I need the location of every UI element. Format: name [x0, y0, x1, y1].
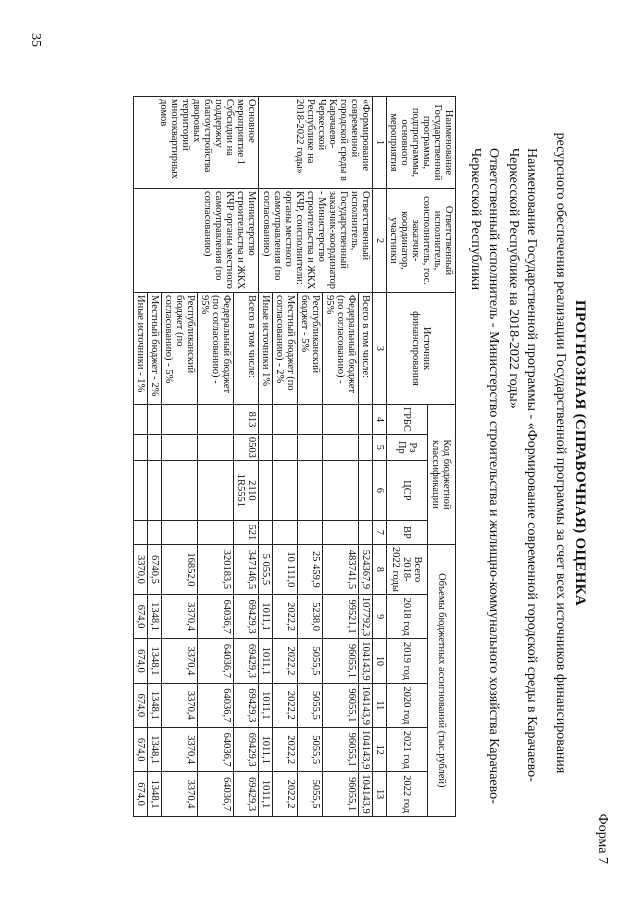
- rzpr-cell: [198, 434, 234, 460]
- source-cell: Федеральный бюджет (по согласованию) - 95%: [323, 293, 359, 405]
- value-cell: 674,0: [134, 728, 148, 772]
- program-name-cell: «Формирование современной городской среды в Карачаево-Черкесской Республике на 2018-2022 годы»: [259, 97, 373, 189]
- col-number: 12: [373, 728, 387, 772]
- header-2021: 2021 год: [387, 728, 428, 772]
- value-cell: 104143,9: [359, 772, 373, 816]
- source-cell: Иные источники - 1%: [134, 293, 148, 405]
- value-cell: 64036,7: [198, 728, 234, 772]
- grbs-cell: [273, 405, 298, 435]
- value-cell: 1011,1: [259, 639, 273, 683]
- vr-cell: 521: [234, 520, 259, 544]
- value-cell: 69429,3: [234, 683, 259, 727]
- value-cell: 3370,0: [134, 544, 148, 594]
- table-row: [359, 97, 373, 817]
- vr-cell: [198, 520, 234, 544]
- value-cell: 2022,2: [273, 728, 298, 772]
- column-number-row: [373, 97, 387, 817]
- value-cell: 96055,1: [323, 683, 359, 727]
- document-title: ПРОГНОЗНАЯ (СПРАВОЧНАЯ) ОЦЕНКА: [572, 300, 588, 606]
- rzpr-cell: [359, 434, 373, 460]
- vr-cell: [323, 520, 359, 544]
- value-cell: 1348,1: [148, 772, 162, 816]
- grbs-cell: [162, 405, 198, 435]
- value-cell: 64036,7: [198, 683, 234, 727]
- value-cell: 674,0: [134, 772, 148, 816]
- value-cell: 3370,4: [162, 728, 198, 772]
- value-cell: 2022,2: [273, 639, 298, 683]
- value-cell: 674,0: [134, 639, 148, 683]
- rzpr-cell: [323, 434, 359, 460]
- vr-cell: [259, 520, 273, 544]
- value-cell: 524367,9: [359, 544, 373, 594]
- header-source: Источник финансирования: [387, 293, 456, 405]
- executor-name: Ответственный исполнитель - Министерство строительства и жилищно-коммунального хозяйства Карачаево-Черкесской Республики: [468, 148, 501, 804]
- value-cell: 96055,1: [323, 772, 359, 816]
- rzpr-cell: [273, 434, 298, 460]
- source-cell: Республиканский бюджет (по согласованию) - 5%: [162, 293, 198, 405]
- form-label: Форма 7: [595, 813, 610, 864]
- header-2019: 2019 год: [387, 639, 428, 683]
- grbs-cell: [134, 405, 148, 435]
- value-cell: 3370,4: [162, 772, 198, 816]
- value-cell: 5055,5: [298, 683, 323, 727]
- value-cell: 1348,1: [148, 728, 162, 772]
- value-cell: 5055,5: [298, 639, 323, 683]
- value-cell: 1011,1: [259, 772, 273, 816]
- header-executor: Ответственный исполнитель, соисполнитель, гос. заказчик-координатор, участники: [387, 189, 456, 293]
- rzpr-cell: [298, 434, 323, 460]
- grbs-cell: [323, 405, 359, 435]
- csr-cell: [148, 460, 162, 520]
- grbs-cell: [259, 405, 273, 435]
- value-cell: 3370,4: [162, 683, 198, 727]
- executor-cell: Ответственный исполнитель, Государственный заказчик-координатор - Министерство строительства и ЖКХ КЧР, соисполнители: органы местного самоуправления (по согласованию): [259, 189, 373, 293]
- grbs-cell: [298, 405, 323, 435]
- header-total: Всего 2018-2022 годы: [387, 544, 428, 594]
- rzpr-cell: [148, 434, 162, 460]
- value-cell: 10 111,0: [273, 544, 298, 594]
- csr-cell: [323, 460, 359, 520]
- value-cell: 674,0: [134, 683, 148, 727]
- vr-cell: [298, 520, 323, 544]
- csr-cell: [134, 460, 148, 520]
- value-cell: 69429,3: [234, 728, 259, 772]
- csr-cell: [298, 460, 323, 520]
- csr-cell: [198, 460, 234, 520]
- executor-cell: Министерство строительства и ЖКХ КЧР органы местного самоуправления (по согласованию): [134, 189, 259, 293]
- value-cell: 5055,5: [298, 728, 323, 772]
- value-cell: 5055,5: [298, 772, 323, 816]
- col-number: 11: [373, 683, 387, 727]
- source-cell: Иные источники 1%: [259, 293, 273, 405]
- value-cell: 320183,5: [198, 544, 234, 594]
- col-number: 2: [373, 189, 387, 293]
- csr-cell: [259, 460, 273, 520]
- header-volume-group: Объемы бюджетных ассигнований (тыс.рублей): [427, 544, 455, 816]
- grbs-cell: [359, 405, 373, 435]
- vr-cell: [273, 520, 298, 544]
- rzpr-cell: [134, 434, 148, 460]
- col-number: 9: [373, 594, 387, 638]
- source-cell: Местный бюджет - 2%: [148, 293, 162, 405]
- vr-cell: [134, 520, 148, 544]
- value-cell: 69429,3: [234, 639, 259, 683]
- header-2022: 2022 год: [387, 772, 428, 816]
- value-cell: 1011,1: [259, 683, 273, 727]
- value-cell: 64036,7: [198, 639, 234, 683]
- col-number: 1: [373, 97, 387, 189]
- header-2020: 2020 год: [387, 683, 428, 727]
- csr-cell: [273, 460, 298, 520]
- rzpr-cell: 0503: [234, 434, 259, 460]
- program-name: Наименование Государственной программы - «Формирование современной городской среды в Карачаево-Черкесской Республике на 2018-2022 годы»: [506, 148, 539, 782]
- value-cell: 1348,1: [148, 639, 162, 683]
- value-cell: 69429,3: [234, 594, 259, 638]
- vr-cell: [148, 520, 162, 544]
- rzpr-cell: [259, 434, 273, 460]
- value-cell: 64036,7: [198, 594, 234, 638]
- value-cell: 16852,0: [162, 544, 198, 594]
- col-number: 6: [373, 460, 387, 520]
- header-2018: 2018 год: [387, 594, 428, 638]
- value-cell: 25 459,9: [298, 544, 323, 594]
- csr-cell: [162, 460, 198, 520]
- value-cell: 104143,9: [359, 683, 373, 727]
- value-cell: 2022,2: [273, 683, 298, 727]
- csr-cell: 2110 1R5551: [234, 460, 259, 520]
- value-cell: 1011,1: [259, 594, 273, 638]
- value-cell: 2022,2: [273, 594, 298, 638]
- value-cell: 104143,9: [359, 639, 373, 683]
- col-number: 4: [373, 405, 387, 435]
- value-cell: 347146,5: [234, 544, 259, 594]
- source-cell: Всего в том числе:: [234, 293, 259, 405]
- value-cell: 69429,3: [234, 772, 259, 816]
- value-cell: 107792,3: [359, 594, 373, 638]
- csr-cell: [359, 460, 373, 520]
- header-code-group: Код бюджетной классификации: [427, 405, 455, 545]
- grbs-cell: 813: [234, 405, 259, 435]
- table-row: [234, 97, 259, 817]
- value-cell: 483741,5: [323, 544, 359, 594]
- value-cell: 6740,5: [148, 544, 162, 594]
- value-cell: 64036,7: [198, 772, 234, 816]
- header-rzpr: Рз Пр: [387, 434, 428, 460]
- value-cell: 2022,2: [273, 772, 298, 816]
- value-cell: 96055,1: [323, 728, 359, 772]
- grbs-cell: [198, 405, 234, 435]
- vr-cell: [359, 520, 373, 544]
- page-number: 35: [28, 33, 43, 47]
- document-subtitle: ресурсного обеспечения реализации Государственной программы за счет всех источников финансирования: [553, 132, 568, 774]
- value-cell: 96055,1: [323, 639, 359, 683]
- value-cell: 3370,4: [162, 594, 198, 638]
- vr-cell: [162, 520, 198, 544]
- col-number: 10: [373, 639, 387, 683]
- grbs-cell: [148, 405, 162, 435]
- source-cell: Республиканский бюджет - 5%: [298, 293, 323, 405]
- value-cell: 1348,1: [148, 683, 162, 727]
- value-cell: 99521,1: [323, 594, 359, 638]
- col-number: 8: [373, 544, 387, 594]
- col-number: 3: [373, 293, 387, 405]
- budget-table: [133, 96, 456, 817]
- rotated-page: [24, 18, 624, 888]
- col-number: 5: [373, 434, 387, 460]
- value-cell: 674,0: [134, 594, 148, 638]
- program-name-cell: Основное мероприятие 1 Субсидии на поддержку благоустройства дворовых территорий многоквартирных домов: [134, 97, 259, 189]
- col-number: 13: [373, 772, 387, 816]
- value-cell: 1011,1: [259, 728, 273, 772]
- value-cell: 5 055,5: [259, 544, 273, 594]
- header-grbs: ГРБС: [387, 405, 428, 435]
- col-number: 7: [373, 520, 387, 544]
- value-cell: 1348,1: [148, 594, 162, 638]
- value-cell: 104143,9: [359, 728, 373, 772]
- source-cell: Всего в том числе:: [359, 293, 373, 405]
- header-vr: ВР: [387, 520, 428, 544]
- header-csr: ЦСР: [387, 460, 428, 520]
- header-name: Наименование Государственной программы, подпрограммы, основного мероприятия: [387, 97, 456, 189]
- source-cell: Федеральный бюджет (по согласованию) - 95%: [198, 293, 234, 405]
- value-cell: 3370,4: [162, 639, 198, 683]
- value-cell: 5238,0: [298, 594, 323, 638]
- source-cell: Местный бюджет (по согласованию) - 2%: [273, 293, 298, 405]
- rzpr-cell: [162, 434, 198, 460]
